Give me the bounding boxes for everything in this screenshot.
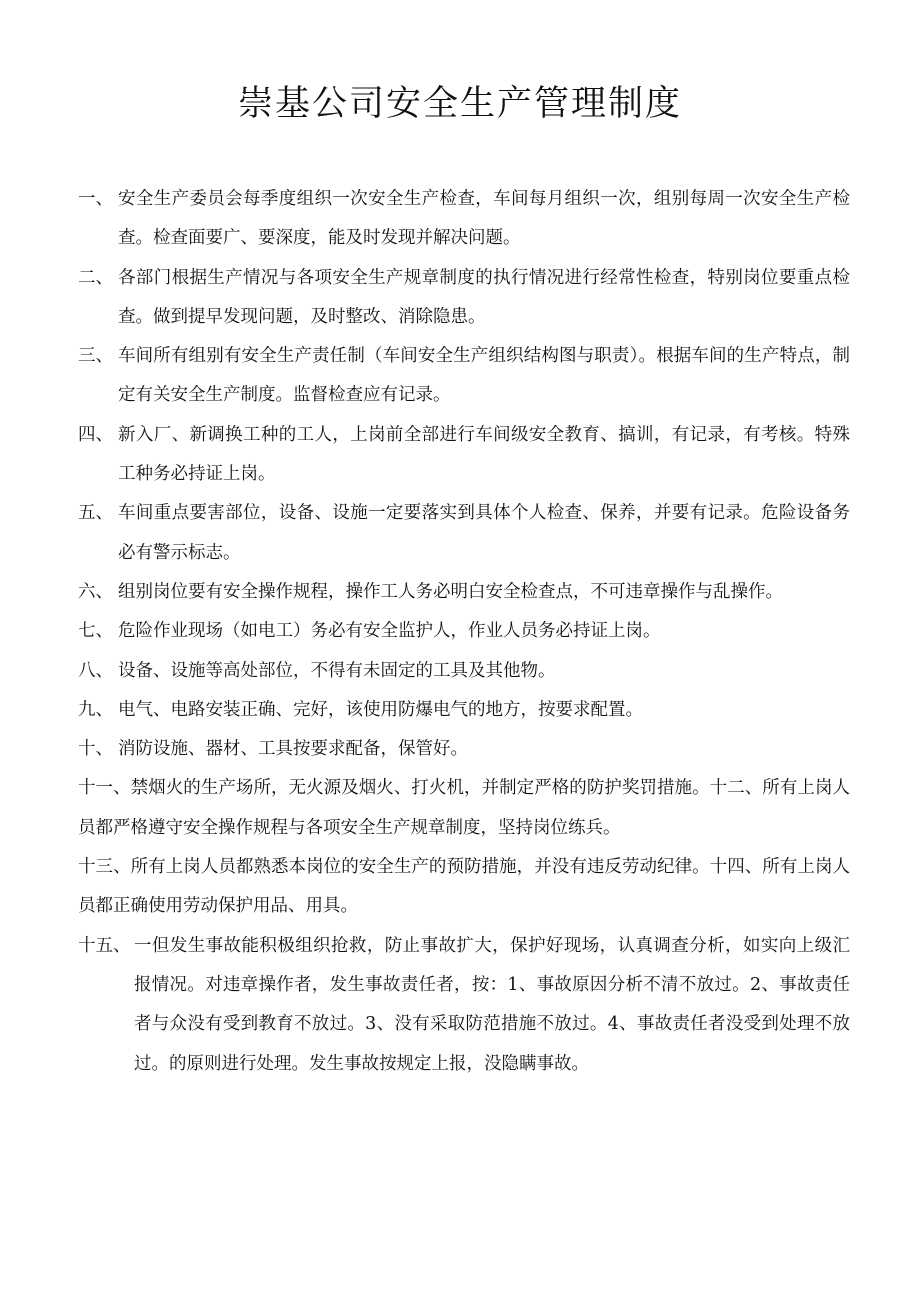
item-number: 一、 <box>78 189 113 209</box>
item-number: 六、 <box>78 581 113 602</box>
paragraph-items-11-12: 十一、禁烟火的生产场所，无火源及烟火、打火机，并制定严格的防护奖罚措施。十二、所有上岗人员都严格遵守安全操作规程与各项安全生产规章制度，坚持岗位练兵。 <box>78 778 850 838</box>
document-body <box>78 180 850 1084</box>
item-number: 四、 <box>78 424 113 445</box>
list-item <box>78 691 850 730</box>
item-number: 十五、 <box>78 935 131 956</box>
item-number: 五、 <box>78 503 113 524</box>
item-text: 设备、设施等高处部位，不得有未固定的工具及其他物。 <box>118 660 556 681</box>
list-item <box>78 416 850 495</box>
list-item <box>78 612 850 651</box>
item-text: 电气、电路安装正确、完好，该使用防爆电气的地方，按要求配置。 <box>118 699 643 720</box>
item-text: 安全生产委员会每季度组织一次安全生产检查，车间每月组织一次，组别每周一次安全生产检查。检查面要广、要深度，能及时发现并解决问题。 <box>118 189 850 249</box>
item-number: 二、 <box>78 267 113 288</box>
list-item <box>78 180 850 259</box>
list-item <box>78 259 850 338</box>
item-text: 车间所有组别有安全生产责任制（车间安全生产组织结构图与职责）。根据车间的生产特点，制定有关安全生产制度。监督检查应有记录。 <box>118 346 850 406</box>
item-number: 三、 <box>78 346 113 367</box>
item-text: 一但发生事故能积极组织抢救，防止事故扩大，保护好现场，认真调查分析，如实向上级汇报情况。对违章操作者，发生事故责任者，按：1、事故原因分析不清不放过。2、事故责任者与众没有受到教育不放过。3、没有采取防范措施不放过。4、事故责任者没受到处理不放过。的原则进行处理。发生事故按规定上报，没隐瞒事故。 <box>134 935 850 1074</box>
list-item <box>78 927 850 1084</box>
item-number: 七、 <box>78 621 113 642</box>
item-number: 九、 <box>78 699 113 720</box>
page-title: 崇基公司安全生产管理制度 <box>237 84 682 124</box>
item-text: 各部门根据生产情况与各项安全生产规章制度的执行情况进行经常性检查，特别岗位要重点检查。做到提早发现问题，及时整改、消除隐患。 <box>118 267 850 327</box>
list-item <box>78 730 850 769</box>
list-item <box>78 494 850 573</box>
item-number: 八、 <box>78 660 113 681</box>
list-item <box>78 652 850 691</box>
list-item <box>78 337 850 416</box>
item-text: 车间重点要害部位，设备、设施一定要落实到具体个人检查、保养，并要有记录。危险设备务必有警示标志。 <box>118 503 850 563</box>
list-item <box>78 573 850 612</box>
item-text: 消防设施、器材、工具按要求配备，保管好。 <box>118 739 468 760</box>
item-text: 新入厂、新调换工种的工人，上岗前全部进行车间级安全教育、搞训，有记录，有考核。特殊工种务必持证上岗。 <box>118 424 850 485</box>
item-text: 组别岗位要有安全操作规程，操作工人务必明白安全检查点，不可违章操作与乱操作。 <box>118 581 783 602</box>
item-number: 十、 <box>78 739 113 760</box>
paragraph-items-13-14: 十三、所有上岗人员都熟悉本岗位的安全生产的预防措施，并没有违反劳动纪律。十四、所有上岗人员都正确使用劳动保护用品、用具。 <box>78 857 850 917</box>
item-text: 危险作业现场（如电工）务必有安全监护人，作业人员务必持证上岗。 <box>118 621 661 642</box>
